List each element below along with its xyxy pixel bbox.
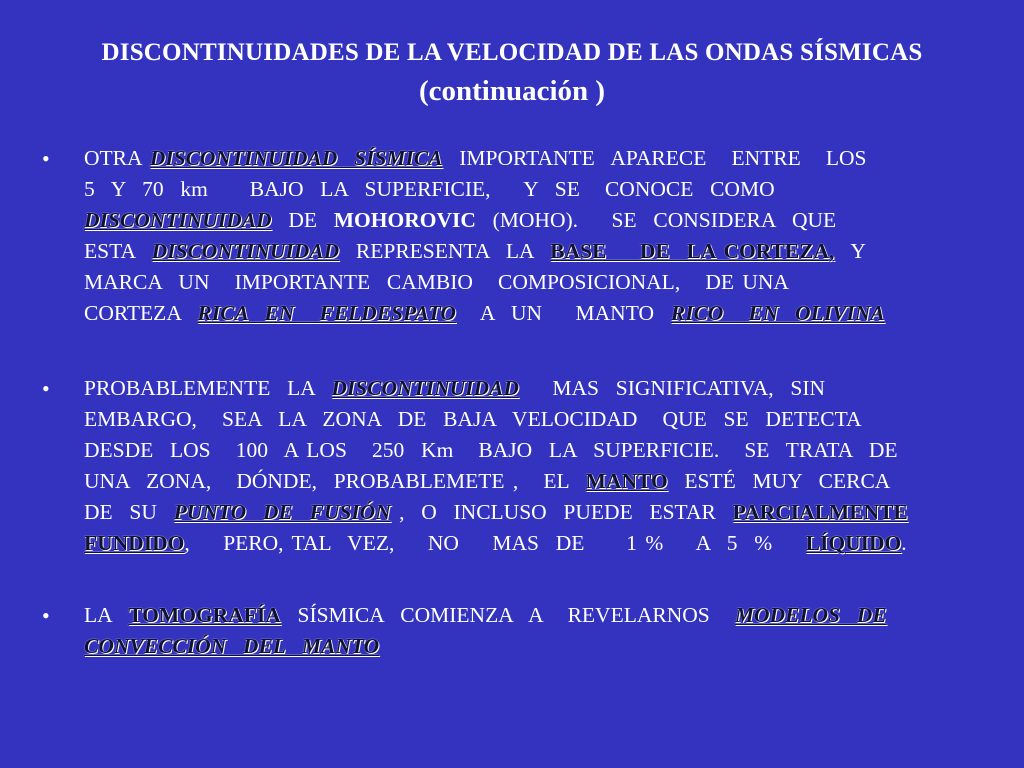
- text-segment: DE SU: [84, 500, 174, 524]
- emphasized-term: DISCONTINUIDAD SÍSMICA: [149, 146, 443, 170]
- emphasized-term: TOMOGRAFÍA: [128, 603, 281, 627]
- bullet-marker: •: [42, 603, 50, 628]
- text-line: [84, 466, 979, 497]
- emphasized-term: BASE DE LA CORTEZA,: [550, 239, 835, 263]
- text-line: [84, 600, 979, 631]
- text-line: [84, 143, 979, 174]
- text-segment: DESDE LOS 100 A LOS 250 Km BAJO LA SUPERFICIE. SE TRATA DE: [84, 438, 898, 462]
- text-segment: Y: [834, 239, 866, 263]
- emphasized-term: DISCONTINUIDAD: [84, 208, 272, 232]
- text-segment: MAS SIGNIFICATIVA, SIN: [518, 376, 826, 400]
- text-line: [84, 205, 979, 236]
- emphasized-term: MODELOS DE: [734, 603, 887, 627]
- text-segment: , O INCLUSO PUEDE ESTAR: [390, 500, 733, 524]
- text-segment: UNA ZONA, DÓNDE, PROBABLEMETE , EL: [84, 469, 586, 493]
- title-line-2: (continuación ): [418, 75, 606, 107]
- text-segment: 5 Y 70 km BAJO LA SUPERFICIE, Y SE CONOCE COMO: [84, 177, 775, 201]
- emphasized-term: PARCIALMENTE: [732, 500, 908, 524]
- text-segment: , PERO, TAL VEZ, NO MAS DE 1 % A 5 %: [184, 531, 806, 555]
- emphasized-term: FUNDIDO: [84, 531, 185, 555]
- text-segment: LA: [84, 603, 129, 627]
- bullet-marker: •: [42, 146, 50, 171]
- text-segment: DE: [271, 208, 334, 232]
- text-line: [84, 404, 979, 435]
- text-segment: REPRESENTA LA: [339, 239, 551, 263]
- text-segment: ESTA: [84, 239, 152, 263]
- text-segment: ESTÉ MUY CERCA: [667, 469, 891, 493]
- bullet-text-2: [84, 373, 979, 559]
- emphasized-term: CONVECCIÓN DEL MANTO: [84, 634, 380, 658]
- bullet-marker: •: [42, 376, 50, 401]
- bold-term: MOHOROVIC: [333, 208, 476, 232]
- text-segment: MARCA UN IMPORTANTE CAMBIO COMPOSICIONAL, DE UNA: [84, 270, 789, 294]
- text-line: [84, 528, 979, 559]
- text-segment: .: [901, 531, 907, 555]
- emphasized-term: PUNTO DE FUSIÓN: [173, 500, 391, 524]
- emphasized-term: RICA EN FELDESPATO: [197, 301, 456, 325]
- emphasized-term: RICO EN OLIVINA: [670, 301, 885, 325]
- text-segment: (MOHO). SE CONSIDERA QUE: [475, 208, 837, 232]
- emphasized-term: MANTO: [585, 469, 668, 493]
- text-line: [84, 298, 979, 329]
- text-line: [84, 373, 979, 404]
- emphasized-term: DISCONTINUIDAD: [151, 239, 340, 263]
- text-line: [84, 631, 979, 662]
- slide-title: [0, 36, 1024, 108]
- emphasized-term: DISCONTINUIDAD: [331, 376, 519, 400]
- text-segment: A UN MANTO: [455, 301, 671, 325]
- text-line: [84, 236, 979, 267]
- text-segment: OTRA: [84, 146, 150, 170]
- bullet-text-1: [84, 143, 979, 329]
- text-segment: CORTEZA: [84, 301, 198, 325]
- title-line-1: DISCONTINUIDADES DE LA VELOCIDAD DE LAS ONDAS SÍSMICAS: [101, 39, 923, 66]
- text-segment: EMBARGO, SEA LA ZONA DE BAJA VELOCIDAD QUE SE DETECTA: [84, 407, 862, 431]
- emphasized-term: LÍQUIDO: [805, 531, 902, 555]
- text-line: [84, 174, 979, 205]
- text-line: [84, 497, 979, 528]
- text-segment: IMPORTANTE APARECE ENTRE LOS: [442, 146, 867, 170]
- text-segment: SÍSMICA COMIENZA A REVELARNOS: [280, 603, 735, 627]
- bullet-text-3: [84, 600, 979, 662]
- text-line: [84, 267, 979, 298]
- text-segment: PROBABLEMENTE LA: [84, 376, 332, 400]
- text-line: [84, 435, 979, 466]
